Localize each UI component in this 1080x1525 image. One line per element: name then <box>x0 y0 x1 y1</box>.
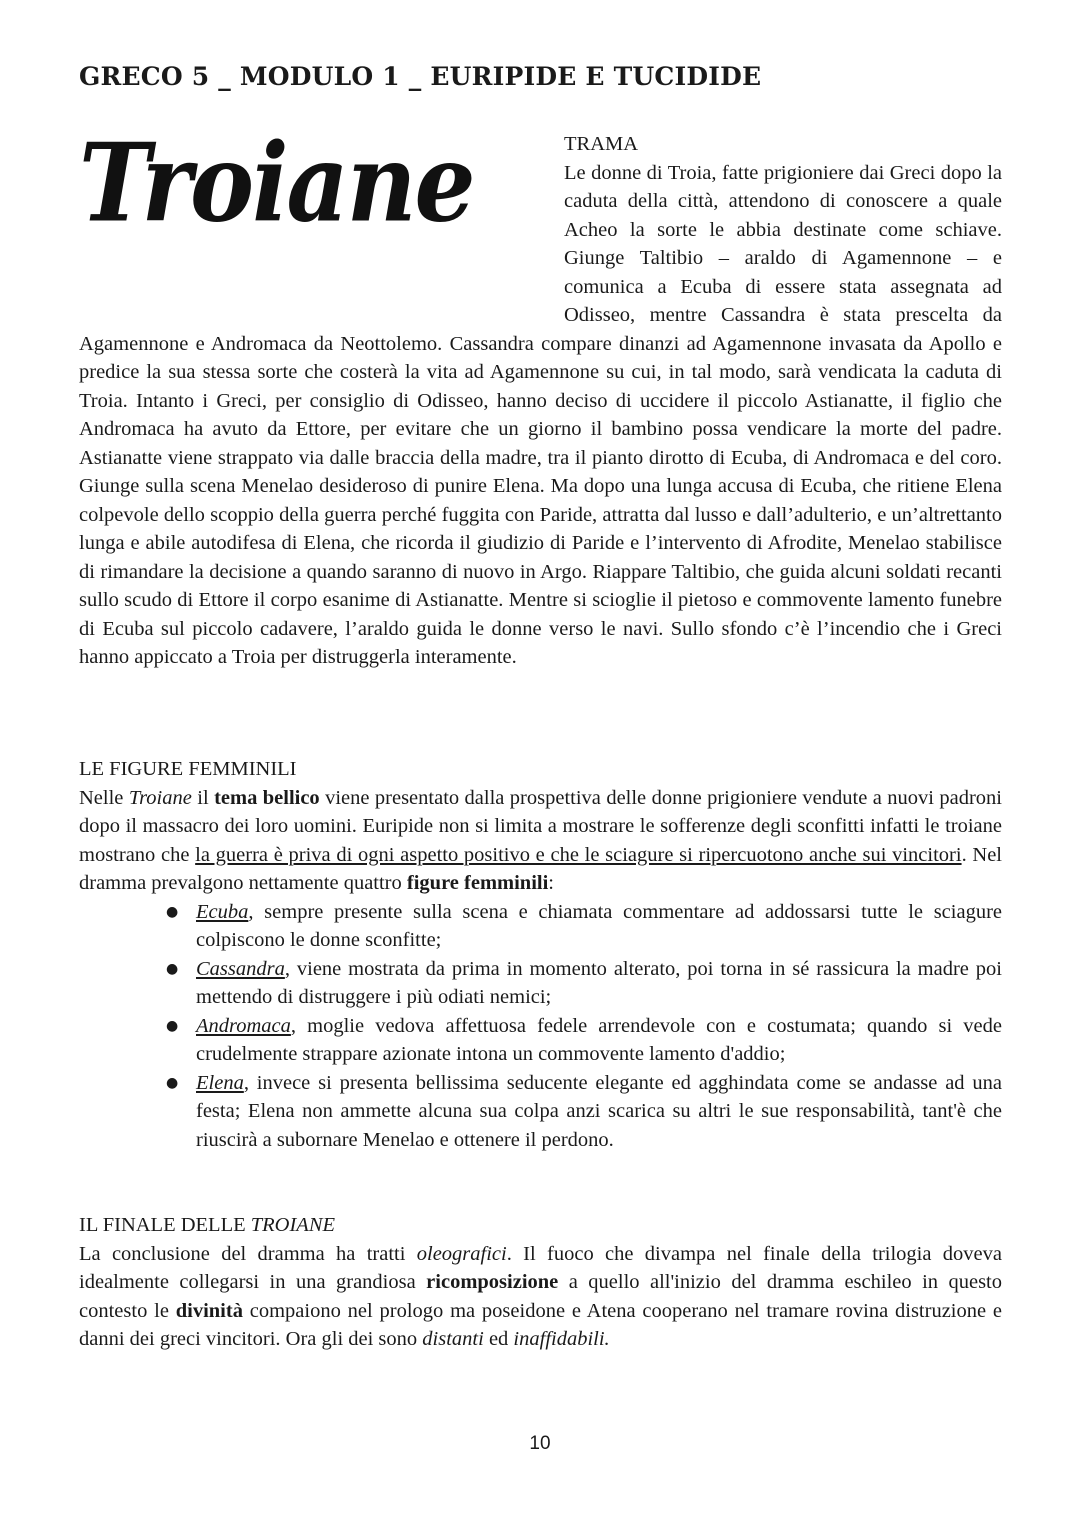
document-title: Troiane <box>79 119 474 247</box>
figure-description: , sempre presente sulla scena e chiamata commentare ad addossarsi tutte le sciagure colpiscono le donne sconfitte; <box>196 900 1002 951</box>
trama-text-beside-title: Le donne di Troia, fatte prigioniere dai Greci dopo la caduta della città, attendono di conoscere a quale Acheo la sorte le abbia destinate come schiave. Giunge Taltibio – araldo di Agamennone – e comunica a Ecuba di essere stata assegnata ad Odisseo, mentre Cassandra è stata prescelta da <box>564 161 1002 326</box>
text-run-bold: ricomposizione <box>426 1271 559 1293</box>
text-run-bold: divinità <box>175 1299 243 1322</box>
list-item <box>196 1069 1002 1155</box>
finale-paragraph <box>79 1240 1002 1354</box>
text-run: compaiono nel prologo ma poseidone e Atena cooperano nel tramare rovina distruzione e danni dei greci vincitori. Ora gli dei sono <box>79 1299 1002 1350</box>
section-finale <box>79 1211 1002 1354</box>
text-run-bold: tema bellico <box>214 786 320 809</box>
page-number: 10 <box>529 1433 551 1454</box>
figure-description: , viene mostrata da prima in momento alterato, poi torna in sé rassicura la madre poi mettendo di distruggere i più odiati nemici; <box>196 957 1002 1008</box>
figure-name: Elena <box>196 1071 244 1094</box>
list-item <box>196 1012 1002 1069</box>
figure-femminili-heading: LE FIGURE FEMMINILI <box>79 758 297 780</box>
text-run: a quello all'inizio del dramma eschileo in questo contesto le <box>79 1271 1002 1322</box>
text-run: . Il fuoco che divampa nel finale della trilogia doveva idealmente collegarsi in una grandiosa <box>79 1242 1002 1293</box>
text-run-italic: inaffidabili. <box>513 1328 610 1350</box>
figure-femminili-paragraph <box>79 784 1002 898</box>
trama-text-full-width: Agamennone e Andromaca da Neottolemo. Cassandra compare dinanzi ad Agamennone invasata da Apollo e predice la sua stessa sorte che costerà la vita ad Agamennone su cui, in tal modo, sarà vendicata la caduta di Troia. Intanto i Greci, per consiglio di Odisseo, hanno deciso di uccidere il piccolo Astianatte, il figlio che Andromaca ha avuto da Ettore, per evitare che un giorno il bambino possa vendicare la morte del padre. Astianatte viene strappato via dalle braccia della madre, tra il pianto dirotto di Ecuba, di Andromaca e del coro. Giunge sulla scena Menelao desideroso di punire Elena. Ma dopo una lunga accusa di Ecuba, che ritiene Elena colpevole dello scoppio della guerra perché fuggita con Paride, attratta dal lusso e dall’adulterio, e un’altrettanto lunga e abile autodifesa di Elena, che ricorda il giudizio di Paride e l’intervento di Afrodite, Menelao stabilisce di rimandare la decisione a quando saranno di nuovo in Argo. Riappare Taltibio, che guida alcuni soldati recanti sullo scudo di Ettore il corpo esanime di Astianatte. Mentre si scioglie il pietoso e commovente lamento funebre di Ecuba sul piccolo cadavere, l’araldo guida le donne verso le navi. Sullo sfondo c’è l’incendio che i Greci hanno appiccato a Troia per distruggerla interamente. <box>79 332 1002 668</box>
text-run-italic: Troiane <box>128 786 192 809</box>
section-figure-femminili <box>79 755 1002 1154</box>
figure-name: Cassandra <box>196 957 285 980</box>
text-run-bold: figure femminili <box>406 872 549 894</box>
figure-name: Andromaca <box>196 1014 291 1037</box>
text-run: Nelle <box>79 786 129 809</box>
text-run-italic: TROIANE <box>250 1214 336 1236</box>
figure-list <box>79 898 1002 1155</box>
text-run: il <box>191 786 215 809</box>
figure-description: , invece si presenta bellissima seducente elegante ed agghindata come se andasse ad una festa; Elena non ammette alcuna sua colpa anzi scarica su altri le sue responsabilità, tant'è che riuscirà a subornare Menelao e ottenere il perdono. <box>196 1071 1002 1151</box>
text-run: : <box>548 872 554 894</box>
list-item <box>196 955 1002 1012</box>
trama-heading: TRAMA <box>564 133 639 155</box>
finale-heading <box>79 1211 1002 1240</box>
text-run: . Nel dramma prevalgono nettamente quattro <box>79 843 1002 894</box>
text-run-italic: oleografici <box>416 1242 507 1265</box>
text-run: viene presentato dalla prospettiva delle donne prigioniere vendute a nuovi padroni dopo il massacro dei loro uomini. Euripide non si limita a mostrare le sofferenze degli sconfitti infatti le troiane mostrano che <box>79 786 1002 866</box>
text-run: La conclusione del dramma ha tratti <box>79 1242 417 1265</box>
text-run: ed <box>483 1328 514 1350</box>
figure-description: , moglie vedova affettuosa fedele arrendevole con e costumata; quando si vede crudelmente strappare azionate intona un commovente lamento d'addio; <box>196 1014 1002 1065</box>
trama-paragraph <box>79 159 1002 672</box>
text-run: IL FINALE DELLE <box>79 1214 251 1236</box>
list-item <box>196 898 1002 955</box>
text-run-italic: distanti <box>422 1328 484 1350</box>
page-header: GRECO 5 _ MODULO 1 _ EURIPIDE E TUCIDIDE <box>79 62 762 91</box>
section-trama <box>79 119 1002 672</box>
figure-name: Ecuba <box>196 900 249 923</box>
text-run-underlined: la guerra è priva di ogni aspetto positivo e che le sciagure si ripercuotono anche sui vincitori <box>195 843 962 866</box>
